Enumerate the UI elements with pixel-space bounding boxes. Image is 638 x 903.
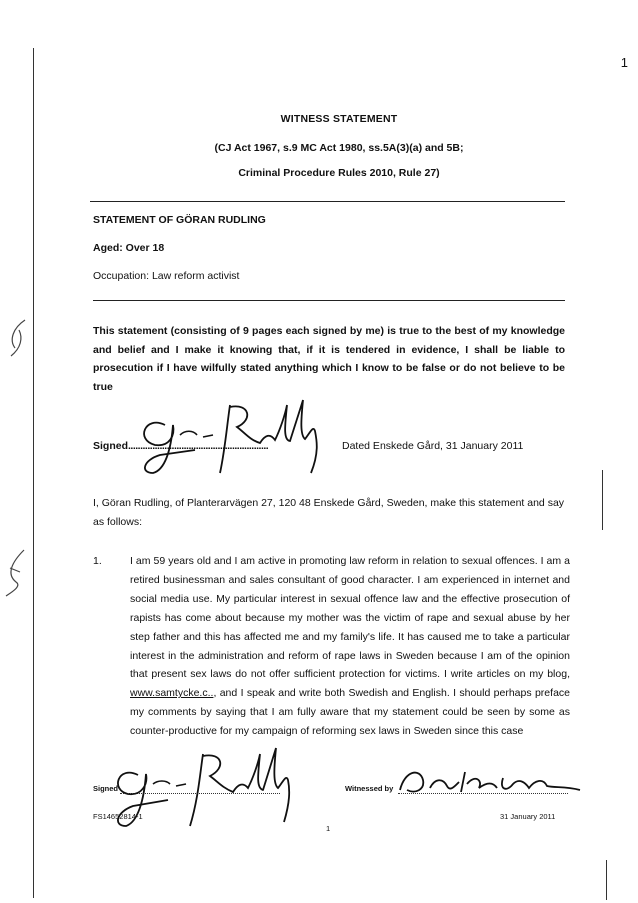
footer-witnessed-label: Witnessed by xyxy=(345,784,394,793)
document-title: WITNESS STATEMENT xyxy=(280,113,398,125)
heading-legislation-line: (CJ Act 1967, s.9 MC Act 1980, ss.5A(3)(a) and 5B; xyxy=(214,142,464,154)
signature-dots: .......................................................... xyxy=(128,440,269,452)
witness-occupation: Occupation: Law reform activist xyxy=(93,270,240,282)
paragraph-1-number: 1. xyxy=(93,555,102,567)
intro-paragraph: I, Göran Rudling, of Planterarvägen 27, 120 48 Enskede Gård, Sweden, make this statement and say as follows: xyxy=(93,497,565,528)
right-margin-line-lower xyxy=(606,860,607,900)
paragraph-1-text: I am 59 years old and I am active in promoting law reform in relation to sexual offences. I am a retired businessman and sales consultant of good character. I am experienced in internet and social media use. My particular interest in sexual offence law and the effective prosecution of rapists has come about because my mother was the victim of rape and sexual abuse by her step father and this has affected me and my family's life. It has caused me to take a particular interest in the administration and reform of rape laws in Sweden because I am of the opinion that present sex laws do not offer sufficient protection for victims. I write articles on my blog, www.samtycke.c.., and I speak and write both Swedish and English. I should perhaps preface my comments by saying that I am fully aware that my statement could be seen by some as counter-productive for my campaign of reforming sex laws in Sweden since this case xyxy=(130,555,570,738)
signed-label: Signed.......................................................... xyxy=(93,440,269,452)
page-number-top: 1 xyxy=(620,55,628,70)
footer-page-number: 1 xyxy=(326,824,331,833)
footer-signed-label: Signed xyxy=(93,784,119,793)
footer-date: 31 January 2011 xyxy=(500,812,556,821)
margin-scribble-mark xyxy=(5,318,35,358)
statement-of-heading: STATEMENT OF GÖRAN RUDLING xyxy=(93,214,266,226)
witness-signature xyxy=(395,760,585,800)
divider-middle xyxy=(93,300,565,301)
footer-reference: FS14652814-1 xyxy=(93,812,143,821)
divider-top xyxy=(90,201,565,202)
witness-age: Aged: Over 18 xyxy=(93,242,165,254)
blog-link[interactable]: www.samtycke.c.. xyxy=(130,687,214,700)
right-margin-line xyxy=(602,470,603,530)
declaration-paragraph: This statement (consisting of 9 pages each signed by me) is true to the best of my knowledge and belief and I make it knowing that, if it is tendered in evidence, I shall be liable to prosecution if I have wilfully stated anything which I know to be false or do not believe to be true xyxy=(93,325,565,394)
heading-rules-line: Criminal Procedure Rules 2010, Rule 27) xyxy=(238,167,440,179)
handwritten-signature-1 xyxy=(135,395,335,475)
dated-line: Dated Enskede Gård, 31 January 2011 xyxy=(342,440,524,452)
margin-scribble-mark-2 xyxy=(2,548,32,598)
